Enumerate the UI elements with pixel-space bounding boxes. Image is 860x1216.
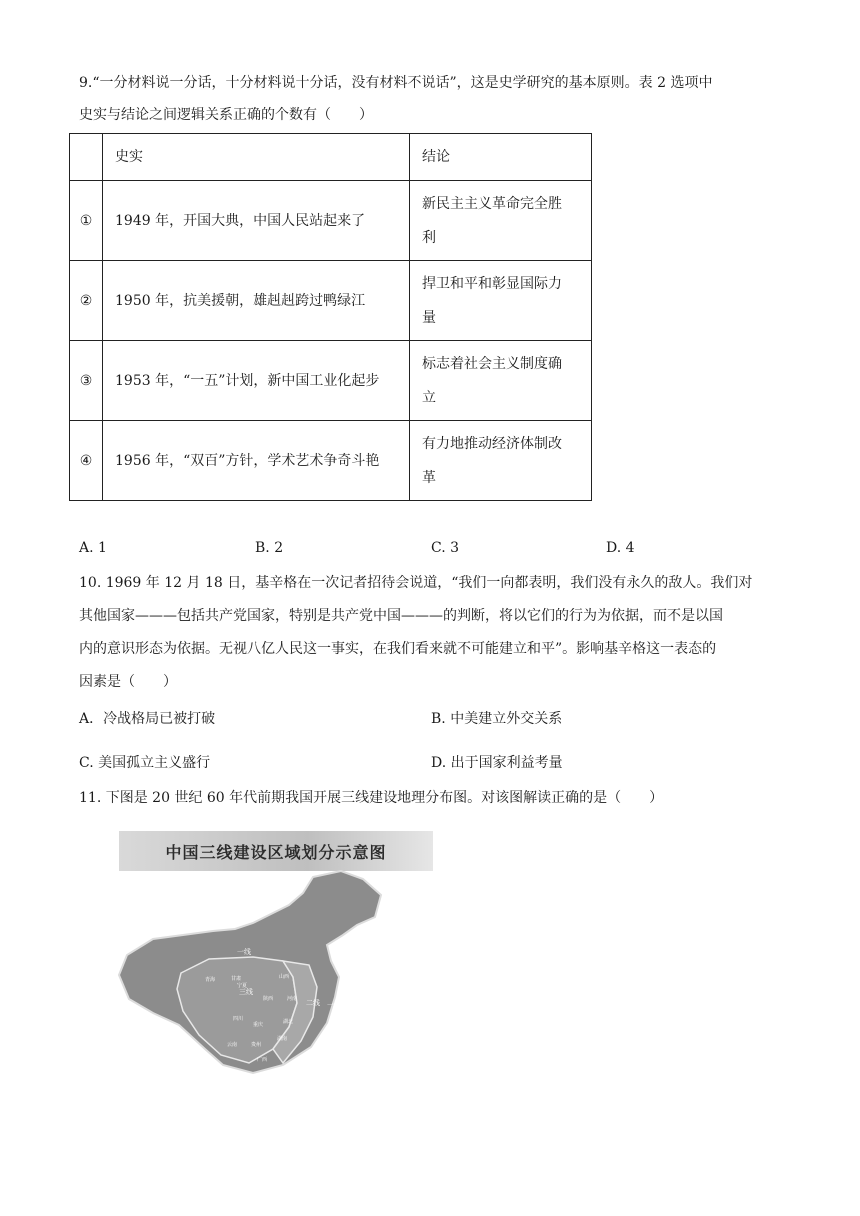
q10-option-d[interactable]: D. 出于国家利益考量	[431, 755, 563, 771]
q10-stem-line1: 10. 1969 年 12 月 18 日，基辛格在一次记者招待会说道，“我们一向都表明，我们没有永久的敌人。我们对	[79, 575, 753, 591]
third-front-map	[113, 827, 435, 1087]
map-label: 青海	[205, 977, 216, 983]
map-title: 中国三线建设区域划分示意图	[119, 831, 433, 871]
table-row	[70, 181, 592, 261]
map-label: 云南	[227, 1042, 238, 1048]
map-label: 湖北	[283, 1019, 294, 1025]
header-cell-fact: 史实	[103, 134, 410, 181]
q9-stem-line2: 史实与结论之间逻辑关系正确的个数有（ ）	[79, 107, 373, 123]
conclusion-part1: 有力地推动经济体制改	[422, 435, 562, 452]
q10-stem-line4: 因素是（ ）	[79, 674, 177, 690]
conclusion-part2: 立	[422, 389, 436, 406]
map-label: 贵州	[251, 1042, 262, 1048]
header-cell-num	[70, 134, 103, 181]
q9-option-a[interactable]: A. 1	[79, 540, 107, 556]
map-label: 四川	[233, 1016, 244, 1022]
map-label: 三线	[239, 988, 253, 996]
map-label: 湖南	[277, 1036, 288, 1042]
row-fact: 1950 年，抗美援朝，雄赳赳跨过鸭绿江	[103, 261, 410, 341]
table-header-row	[70, 134, 592, 181]
header-cell-conclusion: 结论	[410, 134, 592, 181]
map-label: 山西	[279, 974, 290, 980]
china-map-illustration	[113, 827, 435, 1087]
q9-stem-line1: 9.“一分材料说一分话，十分材料说十分话，没有材料不说话”，这是史学研究的基本原则。表 2 选项中	[79, 75, 713, 91]
q9-option-b[interactable]: B. 2	[255, 540, 284, 556]
table-row	[70, 341, 592, 421]
row-conclusion	[410, 421, 592, 501]
row-num: ①	[70, 181, 103, 261]
q10-stem-line2: 其他国家———包括共产党国家，特别是共产党中国———的判断，将以它们的行为为依据，而不是以国	[79, 608, 723, 624]
conclusion-part1: 新民主主义革命完全胜	[422, 195, 562, 212]
table-row	[70, 421, 592, 501]
q9-option-d[interactable]: D. 4	[606, 540, 635, 556]
conclusion-part1: 捍卫和平和彰显国际力	[422, 275, 562, 292]
map-label: 一线	[237, 948, 251, 956]
q9-table	[69, 133, 592, 501]
row-num: ②	[70, 261, 103, 341]
row-conclusion	[410, 261, 592, 341]
row-fact: 1949 年，开国大典，中国人民站起来了	[103, 181, 410, 261]
conclusion-part2: 利	[422, 229, 436, 246]
map-label: 重庆	[253, 1022, 264, 1028]
row-conclusion	[410, 341, 592, 421]
map-label: 二线	[306, 999, 320, 1007]
row-num: ③	[70, 341, 103, 421]
q10-option-a[interactable]: A．冷战格局已被打破	[79, 711, 216, 727]
row-fact: 1956 年，“双百”方针，学术艺术争奇斗艳	[103, 421, 410, 501]
q10-option-c[interactable]: C. 美国孤立主义盛行	[79, 755, 211, 771]
map-label: 宁夏	[237, 983, 248, 989]
conclusion-part1: 标志着社会主义制度确	[422, 355, 562, 372]
q11-stem-line1: 11. 下图是 20 世纪 60 年代前期我国开展三线建设地理分布图。对该图解读正确的是（ ）	[79, 790, 664, 806]
map-label: 一线	[327, 1001, 341, 1009]
map-label: 甘肃	[231, 976, 242, 982]
q9-option-c[interactable]: C. 3	[431, 540, 460, 556]
conclusion-part2: 革	[422, 469, 436, 486]
row-conclusion	[410, 181, 592, 261]
q10-stem-line3: 内的意识形态为依据。无视八亿人民这一事实，在我们看来就不可能建立和平”。影响基辛格这一表态的	[79, 641, 717, 657]
q10-option-b[interactable]: B. 中美建立外交关系	[431, 711, 563, 727]
map-label: 河南	[287, 996, 298, 1002]
row-fact: 1953 年，“一五”计划，新中国工业化起步	[103, 341, 410, 421]
conclusion-part2: 量	[422, 309, 436, 326]
row-num: ④	[70, 421, 103, 501]
map-label: 陕西	[263, 996, 274, 1002]
map-label: 广西	[257, 1057, 268, 1063]
table-row	[70, 261, 592, 341]
